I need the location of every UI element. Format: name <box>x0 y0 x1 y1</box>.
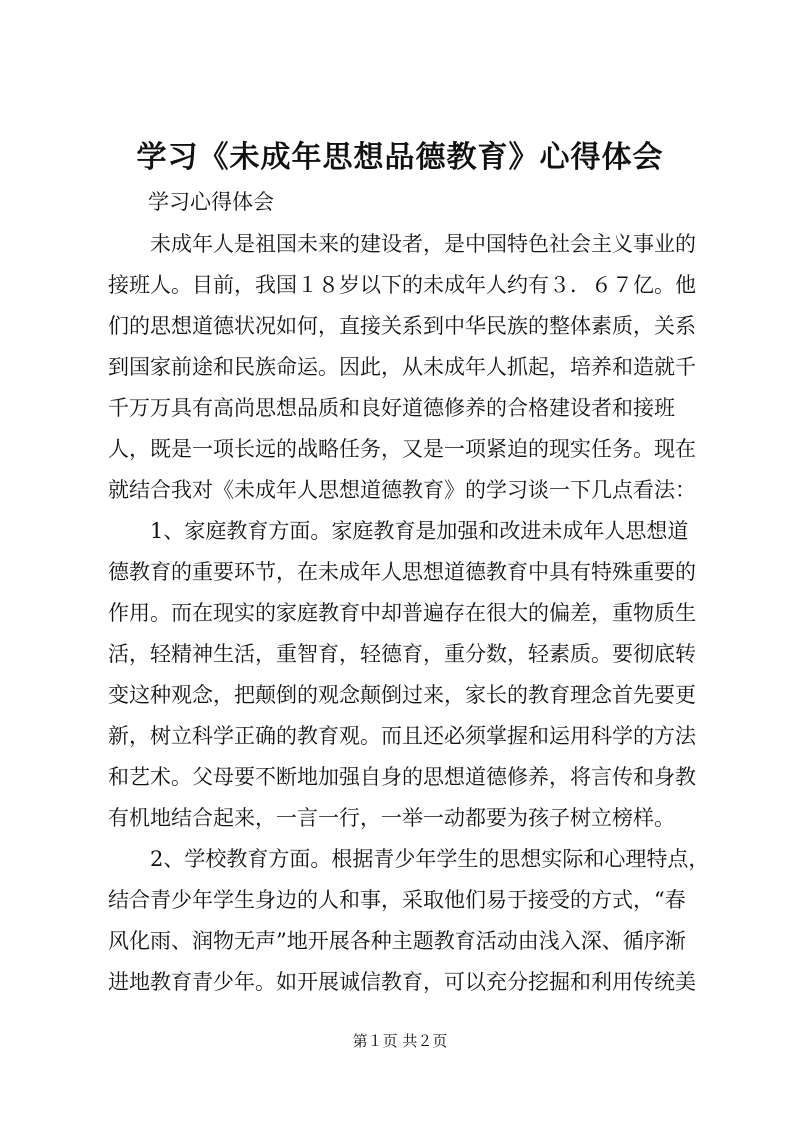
body-line: 1、家庭教育方面。家庭教育是加强和改进未成年人思想道 <box>108 519 689 543</box>
body-line: 风化雨、润物无声”地开展各种主题教育活动由浅入深、循序渐 <box>108 929 686 953</box>
body-line: 人，既是一项长远的战略任务，又是一项紧迫的现实任务。现在 <box>108 437 696 461</box>
body-line: 新，树立科学正确的教育观。而且还必须掌握和运用科学的方法 <box>108 724 696 748</box>
body-line: 有机地结合起来，一言一行，一举一动都要为孩子树立榜样。 <box>108 806 675 830</box>
body-line: 和艺术。父母要不断地加强自身的思想道德修养，将言传和身教 <box>108 765 696 789</box>
body-line: 变这种观念，把颠倒的观念颠倒过来，家长的教育理念首先要更 <box>108 683 696 707</box>
body-line: 就结合我对《未成年人思想道德教育》的学习谈一下几点看法： <box>108 478 696 502</box>
page-footer: 第１页 共２页 <box>352 1032 448 1050</box>
body-line: 到国家前途和民族命运。因此，从未成年人抓起，培养和造就千 <box>108 355 696 379</box>
body-line: 接班人。目前，我国１８岁以下的未成年人约有３．６７亿。他 <box>108 273 696 297</box>
body-line: 千万万具有高尚思想品质和良好道德修养的合格建设者和接班 <box>108 396 675 420</box>
body-line: 结合青少年学生身边的人和事，采取他们易于接受的方式，“春 <box>108 888 686 912</box>
body-line: 活，轻精神生活，重智育，轻德育，重分数，轻素质。要彻底转 <box>108 642 696 666</box>
body-line: 2、学校教育方面。根据青少年学生的思想实际和心理特点， <box>108 847 710 871</box>
body-line: 德教育的重要环节，在未成年人思想道德教育中具有特殊重要的 <box>108 560 696 584</box>
body-line: 进地教育青少年。如开展诚信教育，可以充分挖掘和利用传统美 <box>108 970 696 994</box>
body-line: 们的思想道德状况如何，直接关系到中华民族的整体素质，关系 <box>108 314 696 338</box>
document-subtitle: 学习心得体会 <box>148 190 274 214</box>
body-line: 作用。而在现实的家庭教育中却普遍存在很大的偏差，重物质生 <box>108 601 696 625</box>
body-line: 未成年人是祖国未来的建设者，是中国特色社会主义事业的 <box>108 232 696 256</box>
document-title: 学习《未成年思想品德教育》心得体会 <box>136 140 664 175</box>
